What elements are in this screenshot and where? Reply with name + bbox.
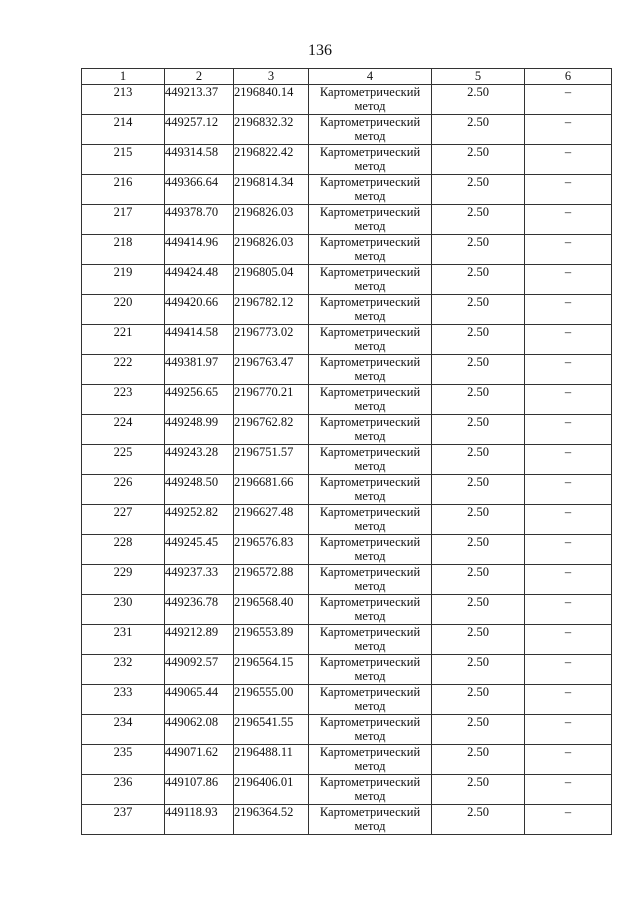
table-row [82,805,612,835]
point-number-cell: 224 [82,415,165,445]
method-line-2: метод [354,369,386,383]
method-line-2: метод [354,489,386,503]
y-coordinate-cell: 2196553.89 [234,625,309,655]
table-row [82,505,612,535]
x-coordinate-cell: 449366.64 [165,175,234,205]
note-cell: – [525,235,612,265]
note-cell: – [525,745,612,775]
method-line-2: метод [354,309,386,323]
note-cell: – [525,505,612,535]
point-number-cell: 215 [82,145,165,175]
note-cell: – [525,685,612,715]
note-cell: – [525,445,612,475]
method-line-2: метод [354,549,386,563]
method-line-2: метод [354,639,386,653]
accuracy-cell: 2.50 [432,295,525,325]
y-coordinate-cell: 2196805.04 [234,265,309,295]
method-cell [309,805,432,835]
point-number-cell: 216 [82,175,165,205]
method-cell [309,355,432,385]
method-cell [309,325,432,355]
accuracy-cell: 2.50 [432,115,525,145]
column-header: 1 [82,69,165,85]
x-coordinate-cell: 449378.70 [165,205,234,235]
note-cell: – [525,295,612,325]
table-header-row [82,69,612,85]
method-cell [309,175,432,205]
y-coordinate-cell: 2196814.34 [234,175,309,205]
table-row [82,295,612,325]
accuracy-cell: 2.50 [432,775,525,805]
x-coordinate-cell: 449092.57 [165,655,234,685]
coordinates-table [81,68,612,835]
accuracy-cell: 2.50 [432,505,525,535]
note-cell: – [525,805,612,835]
method-line-1: Картометрический [319,685,421,699]
point-number-cell: 223 [82,385,165,415]
table-row [82,385,612,415]
x-coordinate-cell: 449248.50 [165,475,234,505]
method-line-1: Картометрический [319,145,421,159]
method-cell [309,625,432,655]
table-row [82,595,612,625]
accuracy-cell: 2.50 [432,325,525,355]
method-line-2: метод [354,519,386,533]
method-line-2: метод [354,249,386,263]
table-row [82,85,612,115]
method-line-2: метод [354,429,386,443]
table-row [82,265,612,295]
column-header: 2 [165,69,234,85]
point-number-cell: 217 [82,205,165,235]
point-number-cell: 213 [82,85,165,115]
method-line-1: Картометрический [319,235,421,249]
accuracy-cell: 2.50 [432,805,525,835]
point-number-cell: 225 [82,445,165,475]
method-line-2: метод [354,339,386,353]
note-cell: – [525,385,612,415]
table-row [82,685,612,715]
method-line-2: метод [354,669,386,683]
method-cell [309,715,432,745]
x-coordinate-cell: 449314.58 [165,145,234,175]
method-line-2: метод [354,699,386,713]
table-row [82,745,612,775]
accuracy-cell: 2.50 [432,175,525,205]
method-line-2: метод [354,579,386,593]
x-coordinate-cell: 449248.99 [165,415,234,445]
x-coordinate-cell: 449065.44 [165,685,234,715]
method-cell [309,205,432,235]
table-row [82,445,612,475]
note-cell: – [525,325,612,355]
y-coordinate-cell: 2196826.03 [234,205,309,235]
point-number-cell: 222 [82,355,165,385]
note-cell: – [525,415,612,445]
x-coordinate-cell: 449212.89 [165,625,234,655]
method-line-1: Картометрический [319,445,421,459]
accuracy-cell: 2.50 [432,655,525,685]
note-cell: – [525,175,612,205]
note-cell: – [525,145,612,175]
y-coordinate-cell: 2196770.21 [234,385,309,415]
method-line-1: Картометрический [319,85,421,99]
table-row [82,115,612,145]
method-line-2: метод [354,609,386,623]
method-line-2: метод [354,729,386,743]
x-coordinate-cell: 449062.08 [165,715,234,745]
x-coordinate-cell: 449245.45 [165,535,234,565]
accuracy-cell: 2.50 [432,355,525,385]
method-line-1: Картометрический [319,505,421,519]
method-line-1: Картометрический [319,595,421,609]
y-coordinate-cell: 2196681.66 [234,475,309,505]
accuracy-cell: 2.50 [432,445,525,475]
method-cell [309,475,432,505]
note-cell: – [525,475,612,505]
column-header: 6 [525,69,612,85]
point-number-cell: 234 [82,715,165,745]
accuracy-cell: 2.50 [432,145,525,175]
y-coordinate-cell: 2196576.83 [234,535,309,565]
x-coordinate-cell: 449237.33 [165,565,234,595]
y-coordinate-cell: 2196572.88 [234,565,309,595]
note-cell: – [525,715,612,745]
note-cell: – [525,535,612,565]
note-cell: – [525,655,612,685]
point-number-cell: 231 [82,625,165,655]
method-line-2: метод [354,159,386,173]
accuracy-cell: 2.50 [432,715,525,745]
y-coordinate-cell: 2196627.48 [234,505,309,535]
y-coordinate-cell: 2196564.15 [234,655,309,685]
method-cell [309,115,432,145]
method-cell [309,145,432,175]
y-coordinate-cell: 2196488.11 [234,745,309,775]
point-number-cell: 232 [82,655,165,685]
note-cell: – [525,625,612,655]
accuracy-cell: 2.50 [432,385,525,415]
accuracy-cell: 2.50 [432,265,525,295]
table-body [82,69,612,835]
table-row [82,235,612,265]
accuracy-cell: 2.50 [432,685,525,715]
point-number-cell: 237 [82,805,165,835]
x-coordinate-cell: 449243.28 [165,445,234,475]
accuracy-cell: 2.50 [432,415,525,445]
method-line-1: Картометрический [319,295,421,309]
point-number-cell: 227 [82,505,165,535]
method-line-1: Картометрический [319,535,421,549]
method-cell [309,565,432,595]
point-number-cell: 220 [82,295,165,325]
y-coordinate-cell: 2196751.57 [234,445,309,475]
method-line-1: Картометрический [319,115,421,129]
method-line-1: Картометрический [319,325,421,339]
point-number-cell: 226 [82,475,165,505]
note-cell: – [525,775,612,805]
accuracy-cell: 2.50 [432,625,525,655]
x-coordinate-cell: 449252.82 [165,505,234,535]
x-coordinate-cell: 449414.96 [165,235,234,265]
method-line-1: Картометрический [319,355,421,369]
method-cell [309,385,432,415]
method-cell [309,685,432,715]
method-line-1: Картометрический [319,265,421,279]
page-number: 136 [308,42,332,59]
table-row [82,625,612,655]
method-cell [309,745,432,775]
note-cell: – [525,205,612,235]
x-coordinate-cell: 449257.12 [165,115,234,145]
table-row [82,175,612,205]
point-number-cell: 221 [82,325,165,355]
point-number-cell: 214 [82,115,165,145]
note-cell: – [525,355,612,385]
method-line-1: Картометрический [319,625,421,639]
method-line-2: метод [354,819,386,833]
method-line-2: метод [354,129,386,143]
note-cell: – [525,265,612,295]
point-number-cell: 235 [82,745,165,775]
method-line-2: метод [354,759,386,773]
method-line-1: Картометрический [319,745,421,759]
y-coordinate-cell: 2196568.40 [234,595,309,625]
accuracy-cell: 2.50 [432,565,525,595]
accuracy-cell: 2.50 [432,595,525,625]
method-line-2: метод [354,789,386,803]
method-line-1: Картометрический [319,775,421,789]
point-number-cell: 219 [82,265,165,295]
method-cell [309,655,432,685]
table-row [82,205,612,235]
x-coordinate-cell: 449256.65 [165,385,234,415]
column-header: 4 [309,69,432,85]
table-row [82,475,612,505]
x-coordinate-cell: 449414.58 [165,325,234,355]
x-coordinate-cell: 449107.86 [165,775,234,805]
accuracy-cell: 2.50 [432,85,525,115]
table-row [82,655,612,685]
method-cell [309,595,432,625]
y-coordinate-cell: 2196782.12 [234,295,309,325]
y-coordinate-cell: 2196826.03 [234,235,309,265]
x-coordinate-cell: 449424.48 [165,265,234,295]
y-coordinate-cell: 2196406.01 [234,775,309,805]
accuracy-cell: 2.50 [432,535,525,565]
method-line-2: метод [354,99,386,113]
x-coordinate-cell: 449071.62 [165,745,234,775]
method-line-1: Картометрический [319,385,421,399]
method-line-2: метод [354,189,386,203]
x-coordinate-cell: 449381.97 [165,355,234,385]
method-line-1: Картометрический [319,205,421,219]
method-cell [309,265,432,295]
method-line-1: Картометрический [319,655,421,669]
method-line-2: метод [354,459,386,473]
y-coordinate-cell: 2196541.55 [234,715,309,745]
x-coordinate-cell: 449118.93 [165,805,234,835]
table-row [82,145,612,175]
method-cell [309,85,432,115]
accuracy-cell: 2.50 [432,475,525,505]
y-coordinate-cell: 2196773.02 [234,325,309,355]
method-cell [309,775,432,805]
y-coordinate-cell: 2196555.00 [234,685,309,715]
table-row [82,355,612,385]
table-row [82,415,612,445]
note-cell: – [525,85,612,115]
method-cell [309,505,432,535]
point-number-cell: 218 [82,235,165,265]
x-coordinate-cell: 449236.78 [165,595,234,625]
accuracy-cell: 2.50 [432,205,525,235]
y-coordinate-cell: 2196763.47 [234,355,309,385]
method-cell [309,535,432,565]
y-coordinate-cell: 2196364.52 [234,805,309,835]
method-line-1: Картометрический [319,805,421,819]
accuracy-cell: 2.50 [432,235,525,265]
column-header: 5 [432,69,525,85]
point-number-cell: 230 [82,595,165,625]
point-number-cell: 236 [82,775,165,805]
accuracy-cell: 2.50 [432,745,525,775]
note-cell: – [525,565,612,595]
table-row [82,775,612,805]
point-number-cell: 228 [82,535,165,565]
y-coordinate-cell: 2196832.32 [234,115,309,145]
y-coordinate-cell: 2196762.82 [234,415,309,445]
x-coordinate-cell: 449213.37 [165,85,234,115]
method-cell [309,295,432,325]
method-line-2: метод [354,399,386,413]
y-coordinate-cell: 2196840.14 [234,85,309,115]
method-line-1: Картометрический [319,475,421,489]
method-line-2: метод [354,219,386,233]
method-line-1: Картометрический [319,175,421,189]
table-row [82,325,612,355]
x-coordinate-cell: 449420.66 [165,295,234,325]
point-number-cell: 233 [82,685,165,715]
method-cell [309,415,432,445]
table-row [82,565,612,595]
y-coordinate-cell: 2196822.42 [234,145,309,175]
column-header: 3 [234,69,309,85]
method-cell [309,445,432,475]
table-row [82,715,612,745]
note-cell: – [525,115,612,145]
note-cell: – [525,595,612,625]
method-line-1: Картометрический [319,715,421,729]
method-line-1: Картометрический [319,565,421,579]
method-cell [309,235,432,265]
table-row [82,535,612,565]
method-line-1: Картометрический [319,415,421,429]
point-number-cell: 229 [82,565,165,595]
method-line-2: метод [354,279,386,293]
